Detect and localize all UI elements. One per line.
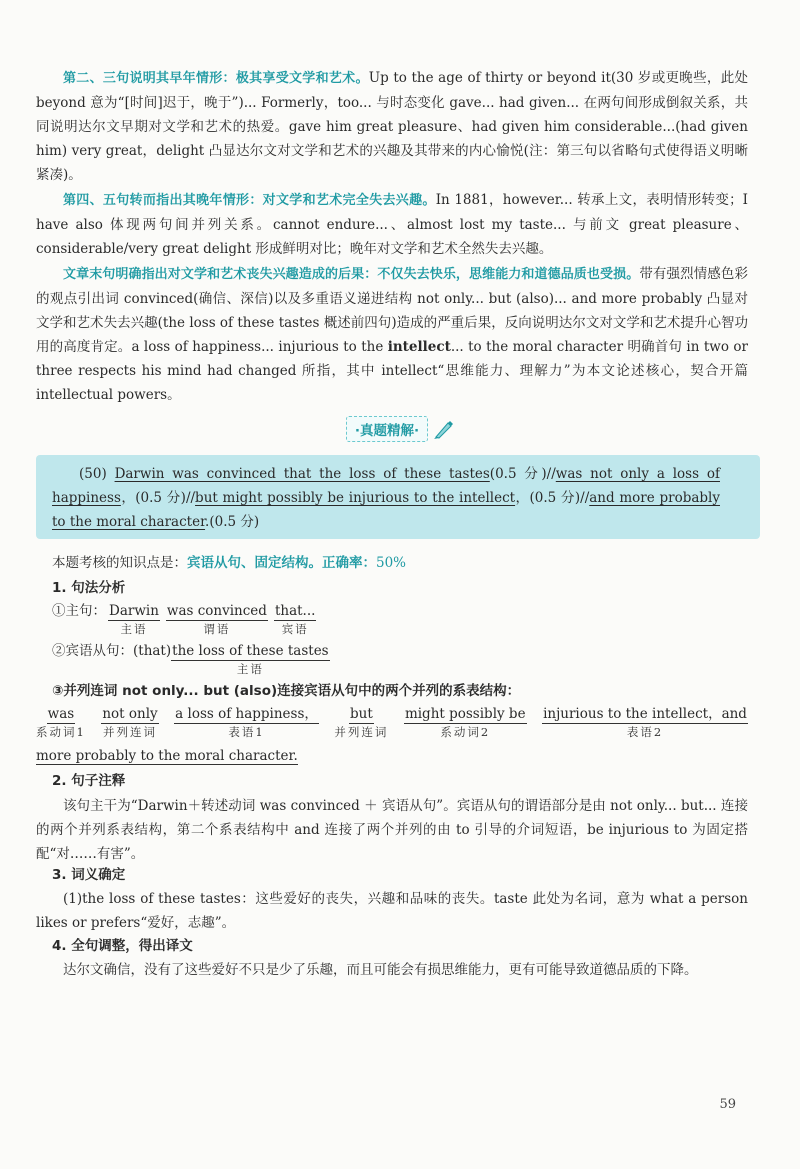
heading-word-meaning: 3. 词义确定 — [52, 867, 126, 883]
page-number: 59 — [719, 1097, 736, 1112]
segment-linking-verb-2: might possibly be 系动词2 — [404, 706, 526, 739]
segment-conjunction-2: but 并列连词 — [334, 706, 389, 739]
pen-brush-icon — [432, 418, 454, 440]
parallel-label: ③并列连词 not only... but (also)连接宾语从句中的两个并列的系表结构： — [52, 683, 521, 699]
translation-paragraph: 达尔文确信，没有了这些爱好不只是少了乐趣，而且可能会有损思维能力，更有可能导致道德品质的下降。 — [63, 962, 698, 978]
note-paragraph: 该句主干为“Darwin＋转述动词 was convinced ＋ 宾语从句”。宾语从句的谓语部分是由 not only... but... 连接的两个并列系表结构，第二个系表结构中 and 连接了两个并列的由 to 引导的介词短语，be injurious to 为固定搭配“对……有害”。 — [36, 798, 748, 862]
answer-score-4: .(0.5 分) — [205, 514, 260, 530]
object-clause-row — [52, 642, 336, 677]
answer-score-3: ，(0.5 分)// — [515, 490, 590, 506]
segment-conjunction-1: not only 并列连词 — [102, 706, 158, 739]
parallel-continuation: more probably to the moral character. — [36, 748, 298, 764]
answer-score-2: ，(0.5 分)// — [120, 490, 196, 506]
answer-text — [52, 462, 720, 534]
paragraph-2 — [36, 188, 748, 261]
section-title — [310, 416, 490, 442]
answer-seg-3: but might possibly be injurious to the intellect — [195, 490, 516, 506]
answer-number: (50) — [79, 466, 107, 482]
main-clause-label: ①主句： — [52, 603, 106, 619]
rate-label: 正确率： — [322, 555, 376, 571]
paragraph-3-body-b: ... to the moral character 明确首句 in two or three respects his mind had changed 所指，其中 intellect“思维能力、理解力”为本文论述核心，契合开篇 intellectual powers。 — [36, 339, 748, 403]
segment-linking-verb-1: was 系动词1 — [36, 706, 86, 739]
segment-predicative-2: injurious to the intellect，and 表语2 — [543, 706, 747, 739]
segment-predicative-1: a loss of happiness， 表语1 — [175, 706, 318, 739]
rate-value: 50% — [376, 555, 407, 571]
answer-seg-2: was not only a loss of happiness — [52, 466, 720, 506]
knowledge-prefix: 本题考核的知识点是： — [52, 555, 187, 571]
heading-notes: 2. 句子注释 — [52, 773, 126, 789]
paragraph-2-lead: 第四、五句转而指出其晚年情形：对文学和艺术完全失去兴趣。 — [63, 193, 436, 208]
paragraph-3-body-a: 带有强烈情感色彩的观点引出词 convinced(确信、深信)以及多重语义递进结构 not only... but (also)... and more probably 凸显对文学和艺术失去兴趣(the loss of these tastes 概述前四句)造成的严重后果，反向说明达尔文对文学和艺术提升心智功用的高度肯定。a loss of happiness... injurious to the — [36, 266, 748, 355]
paragraph-1 — [36, 66, 748, 187]
object-clause-that: (that) — [133, 643, 172, 659]
answer-seg-4: and more probably to the moral character — [52, 490, 720, 530]
knowledge-line — [52, 552, 406, 574]
paragraph-1-body: Up to the age of thirty or beyond it(30 岁或更晚些，此处 beyond 意为“[时间]迟于，晚于”)... Formerly，too... 与时态变化 gave... had given... 在两句间形成倒叙关系，共同说明达尔文早期对文学和艺术的热爱。gave him great pleasure、had given him considerable...(had given him) very great，delight 凸显达尔文对文学和艺术的兴趣及其带来的内心愉悦(注：第三句以省略句式使得语义明晰紧凑)。 — [36, 70, 748, 183]
word-meaning-paragraph: (1)the loss of these tastes：这些爱好的丧失，兴趣和品味的丧失。taste 此处为名词，意为 what a person likes or prefers“爱好，志趣”。 — [36, 891, 748, 931]
answer-score-1: (0.5 分)// — [489, 466, 556, 482]
paragraph-3 — [36, 262, 748, 407]
segment-clause-subject: the loss of these tastes 主语 — [172, 643, 329, 676]
paragraph-2-body: In 1881，however... 转承上文，表明情形转变；I have also 体现两句间并列关系。cannot endure...、almost lost my taste... 与前文 great pleasure、considerable/very great delight 形成鲜明对比；晚年对文学和艺术全然失去兴趣。 — [36, 192, 748, 257]
segment-object: that... 宾语 — [274, 603, 316, 636]
segment-predicate: was convinced 谓语 — [166, 603, 267, 636]
paragraph-3-body-bold: intellect — [387, 339, 451, 355]
main-clause-row — [52, 602, 322, 637]
paragraph-1-lead: 第二、三句说明其早年情形：极其享受文学和艺术。 — [63, 71, 369, 86]
object-clause-label: ②宾语从句： — [52, 643, 133, 659]
segment-subject: Darwin 主语 — [109, 603, 159, 636]
paragraph-3-lead: 文章末句明确指出对文学和艺术丧失兴趣造成的后果：不仅失去快乐，思维能力和道德品质也受损。 — [63, 267, 640, 282]
section-title-text: ·真题精解· — [346, 416, 428, 442]
heading-syntax: 1. 句法分析 — [52, 580, 126, 596]
parallel-row — [36, 705, 748, 740]
heading-translation: 4. 全句调整，得出译文 — [52, 938, 193, 954]
knowledge-points: 宾语从句、固定结构。 — [187, 555, 322, 571]
answer-seg-1: Darwin was convinced that the loss of these tastes — [114, 466, 490, 482]
